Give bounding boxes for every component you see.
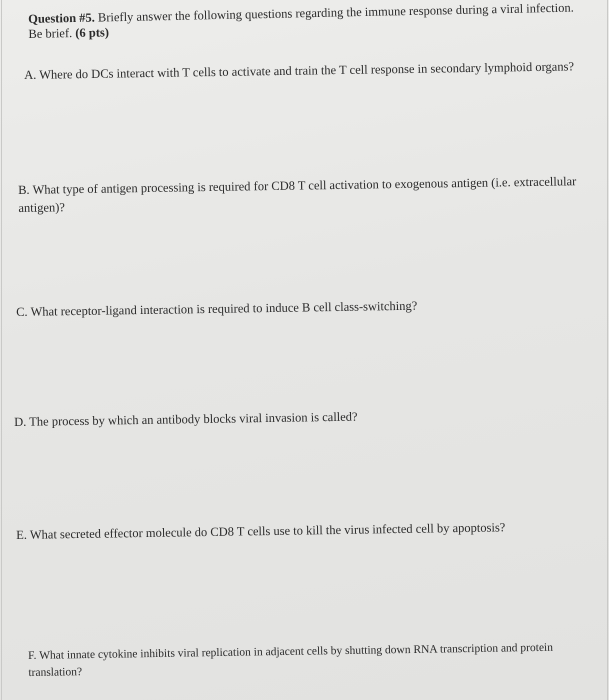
question-a-text: Where do DCs interact with T cells to activate and train the T cell response in secondary lymphoid organs? xyxy=(36,59,575,82)
question-a-label: A. xyxy=(24,67,37,82)
question-e-text: What secreted effector molecule do CD8 T cells use to kill the virus infected cell by apoptosis? xyxy=(26,520,506,542)
question-e xyxy=(16,517,576,544)
question-header xyxy=(28,0,589,42)
question-f-text: What innate cytokine inhibits viral replication in adjacent cells by shutting down RNA transcription and protein translation? xyxy=(28,641,554,679)
question-d xyxy=(14,404,574,431)
question-c-label: C. xyxy=(16,304,28,319)
question-instruction: Briefly answer the following questions regarding the immune response during a viral infection. Be brief. xyxy=(28,0,574,41)
page-left-edge xyxy=(1,0,2,700)
question-c-text: What receptor-ligand interaction is required to induce B cell class-switching? xyxy=(27,298,418,319)
question-number: Question #5. xyxy=(28,10,95,26)
question-f-label: F. xyxy=(28,649,37,662)
question-points: (6 pts) xyxy=(72,25,110,41)
question-b xyxy=(18,172,578,217)
question-d-text: The process by which an antibody blocks viral invasion is called? xyxy=(26,409,358,429)
page-right-edge xyxy=(607,0,608,700)
question-b-text: What type of antigen processing is required for CD8 T cell activation to exogenous antigen (i.e. extracellular antigen)? xyxy=(18,174,577,215)
question-f xyxy=(28,639,588,682)
question-a xyxy=(24,57,584,84)
question-d-label: D. xyxy=(14,414,27,429)
question-c xyxy=(16,294,576,321)
question-e-label: E. xyxy=(16,527,28,542)
question-b-label: B. xyxy=(18,182,30,197)
